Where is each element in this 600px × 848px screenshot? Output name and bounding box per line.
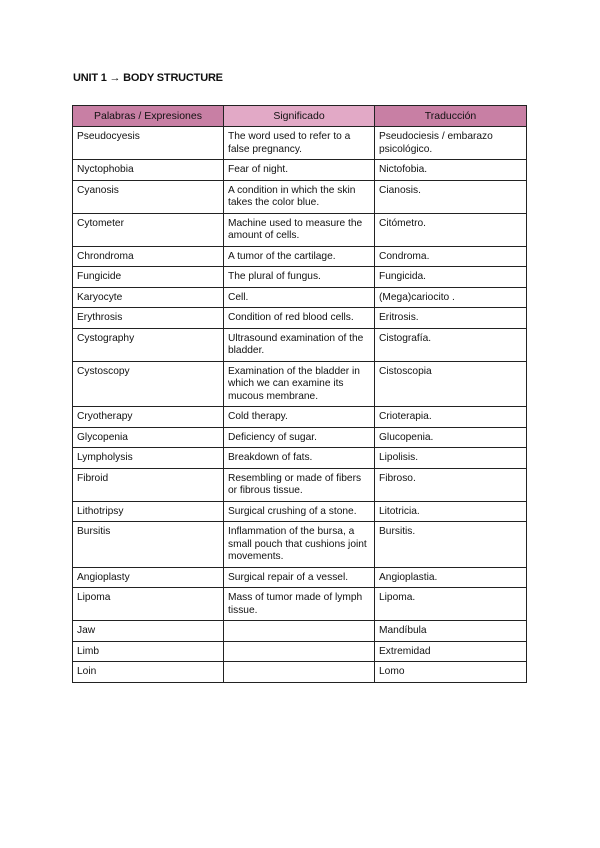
term-cell: Bursitis	[73, 522, 224, 568]
table-row	[73, 662, 527, 683]
translation-cell: Mandíbula	[375, 621, 527, 642]
meaning-cell: Deficiency of sugar.	[224, 427, 375, 448]
term-cell: Jaw	[73, 621, 224, 642]
meaning-cell: Machine used to measure the amount of cells.	[224, 213, 375, 246]
translation-cell: Fibroso.	[375, 468, 527, 501]
vocabulary-table	[72, 105, 527, 683]
table-row	[73, 448, 527, 469]
translation-cell: Condroma.	[375, 246, 527, 267]
header-palabras: Palabras / Expresiones	[73, 106, 224, 127]
table-row	[73, 127, 527, 160]
translation-cell: Bursitis.	[375, 522, 527, 568]
term-cell: Lympholysis	[73, 448, 224, 469]
header-significado: Significado	[224, 106, 375, 127]
table-row	[73, 621, 527, 642]
term-cell: Pseudocyesis	[73, 127, 224, 160]
term-cell: Cystoscopy	[73, 361, 224, 407]
term-cell: Fibroid	[73, 468, 224, 501]
translation-cell: Lipolisis.	[375, 448, 527, 469]
term-cell: Loin	[73, 662, 224, 683]
meaning-cell	[224, 641, 375, 662]
meaning-cell: Mass of tumor made of lymph tissue.	[224, 588, 375, 621]
translation-cell: Citómetro.	[375, 213, 527, 246]
meaning-cell: Inflammation of the bursa, a small pouch that cushions joint movements.	[224, 522, 375, 568]
meaning-cell: Condition of red blood cells.	[224, 308, 375, 329]
meaning-cell: Breakdown of fats.	[224, 448, 375, 469]
translation-cell: Lipoma.	[375, 588, 527, 621]
translation-cell: Cianosis.	[375, 180, 527, 213]
table-row	[73, 427, 527, 448]
table-row	[73, 361, 527, 407]
term-cell: Chrondroma	[73, 246, 224, 267]
table-row	[73, 588, 527, 621]
table-row	[73, 641, 527, 662]
table-row	[73, 180, 527, 213]
meaning-cell: Fear of night.	[224, 160, 375, 181]
meaning-cell: The word used to refer to a false pregnancy.	[224, 127, 375, 160]
term-cell: Cryotherapy	[73, 407, 224, 428]
translation-cell: Cistografía.	[375, 328, 527, 361]
term-cell: Cyanosis	[73, 180, 224, 213]
term-cell: Lipoma	[73, 588, 224, 621]
translation-cell: Cistoscopia	[375, 361, 527, 407]
term-cell: Erythrosis	[73, 308, 224, 329]
term-cell: Lithotripsy	[73, 501, 224, 522]
table-header	[73, 106, 527, 127]
table-body	[73, 127, 527, 683]
term-cell: Nyctophobia	[73, 160, 224, 181]
table-row	[73, 567, 527, 588]
meaning-cell	[224, 621, 375, 642]
table-row	[73, 246, 527, 267]
table-row	[73, 328, 527, 361]
meaning-cell: Examination of the bladder in which we can examine its mucous membrane.	[224, 361, 375, 407]
translation-cell: Pseudociesis / embarazo psicológico.	[375, 127, 527, 160]
term-cell: Limb	[73, 641, 224, 662]
translation-cell: (Mega)cariocito .	[375, 287, 527, 308]
translation-cell: Extremidad	[375, 641, 527, 662]
term-cell: Cytometer	[73, 213, 224, 246]
meaning-cell: Ultrasound examination of the bladder.	[224, 328, 375, 361]
table-row	[73, 213, 527, 246]
term-cell: Cystography	[73, 328, 224, 361]
meaning-cell: Surgical repair of a vessel.	[224, 567, 375, 588]
translation-cell: Nictofobia.	[375, 160, 527, 181]
header-traduccion: Traducción	[375, 106, 527, 127]
translation-cell: Eritrosis.	[375, 308, 527, 329]
translation-cell: Litotricia.	[375, 501, 527, 522]
meaning-cell	[224, 662, 375, 683]
meaning-cell: Cell.	[224, 287, 375, 308]
page-title: UNIT 1 → BODY STRUCTURE	[73, 72, 223, 84]
table-row	[73, 501, 527, 522]
translation-cell: Crioterapia.	[375, 407, 527, 428]
table-row	[73, 468, 527, 501]
translation-cell: Fungicida.	[375, 267, 527, 288]
table-row	[73, 308, 527, 329]
translation-cell: Glucopenia.	[375, 427, 527, 448]
meaning-cell: The plural of fungus.	[224, 267, 375, 288]
table-row	[73, 522, 527, 568]
table-row	[73, 160, 527, 181]
term-cell: Glycopenia	[73, 427, 224, 448]
meaning-cell: Cold therapy.	[224, 407, 375, 428]
translation-cell: Angioplastia.	[375, 567, 527, 588]
meaning-cell: Resembling or made of fibers or fibrous tissue.	[224, 468, 375, 501]
term-cell: Karyocyte	[73, 287, 224, 308]
table-row	[73, 267, 527, 288]
header-row	[73, 106, 527, 127]
meaning-cell: A tumor of the cartilage.	[224, 246, 375, 267]
table-row	[73, 287, 527, 308]
meaning-cell: A condition in which the skin takes the color blue.	[224, 180, 375, 213]
table-row	[73, 407, 527, 428]
meaning-cell: Surgical crushing of a stone.	[224, 501, 375, 522]
term-cell: Fungicide	[73, 267, 224, 288]
translation-cell: Lomo	[375, 662, 527, 683]
term-cell: Angioplasty	[73, 567, 224, 588]
